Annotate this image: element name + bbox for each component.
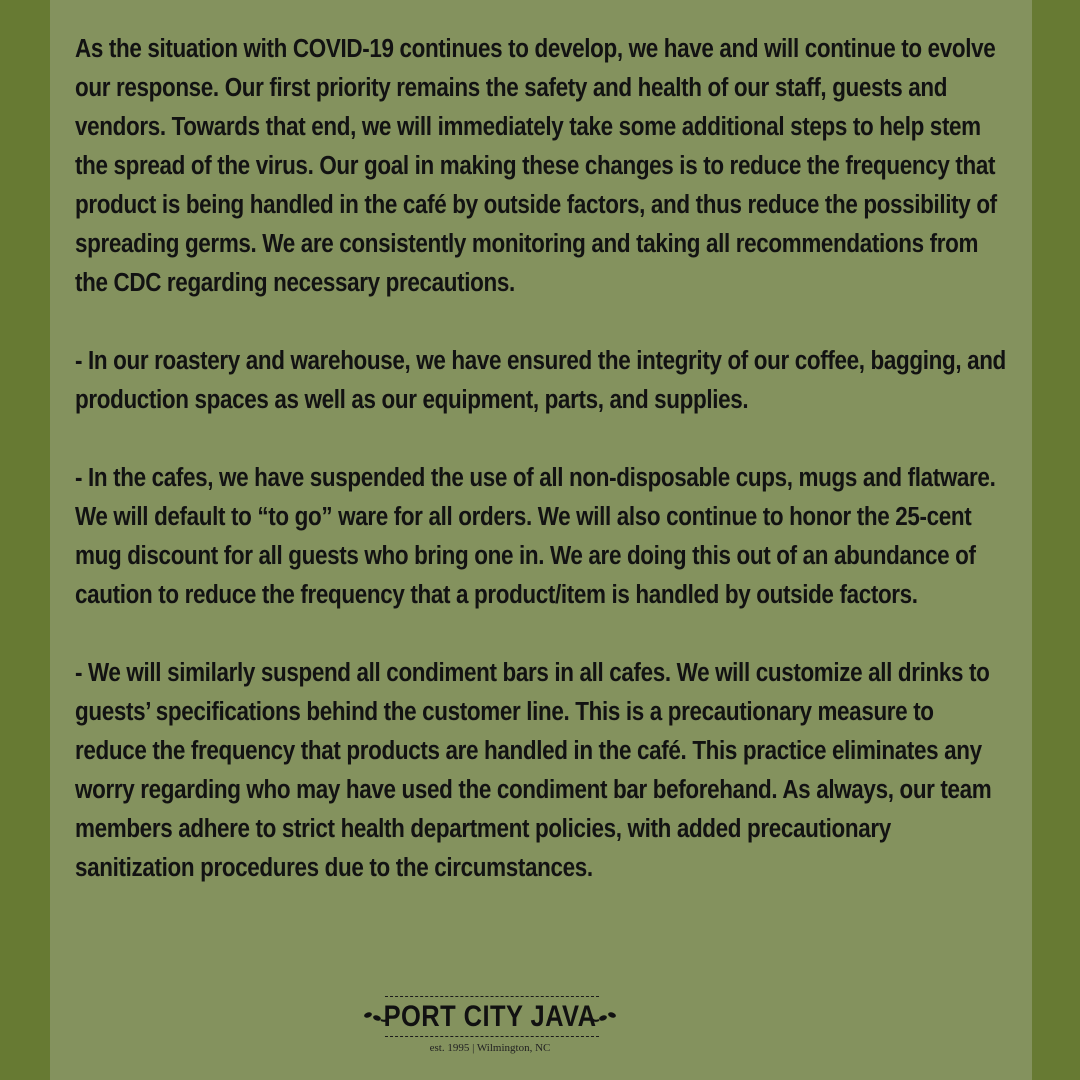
cafes-paragraph: - In the cafes, we have suspended the use of all non-disposable cups, mugs and flatware. We will default to “to go” ware for all orders. We will also continue to honor the 25-cent mug discount for all guests who bring one in. We are doing this out of an abundance of caution to reduce the frequency that a product/item is handled by outside factors. (75, 464, 996, 609)
logo-top-rule (385, 996, 599, 997)
notice-panel (50, 0, 1032, 1080)
logo-title: PORT CITY JAVA (383, 1000, 597, 1033)
intro-paragraph: As the situation with COVID-19 continues to develop, we have and will continue to evolve our response. Our first priority remains the safety and health of our staff, guests and vendors. Towards that end, we will immediately take some additional steps to help stem the spread of the virus. Our goal in making these changes is to reduce the frequency that product is being handled in the café by outside factors, and thus reduce the possibility of spreading germs. We are consistently monitoring and taking all recommendations from the CDC regarding necessary precautions. (75, 35, 997, 297)
roastery-paragraph: - In our roastery and warehouse, we have ensured the integrity of our coffee, bagging, and production spaces as well as our equipment, parts, and supplies. (75, 347, 1006, 414)
logo-tagline: est. 1995 | Wilmington, NC (429, 1042, 551, 1054)
notice-text (75, 30, 1010, 888)
condiment-paragraph: - We will similarly suspend all condiment bars in all cafes. We will customize all drinks to guests’ specifications behind the customer line. This is a precautionary measure to reduce the frequency that products are handled in the café. This practice eliminates any worry regarding who may have used the condiment bar beforehand. As always, our team members adhere to strict health department policies, with added precautionary sanitization procedures due to the circumstances. (75, 659, 992, 882)
logo-bottom-rule (385, 1036, 599, 1037)
port-city-java-logo (355, 994, 625, 1064)
coffee-bean-icon (591, 1010, 617, 1024)
